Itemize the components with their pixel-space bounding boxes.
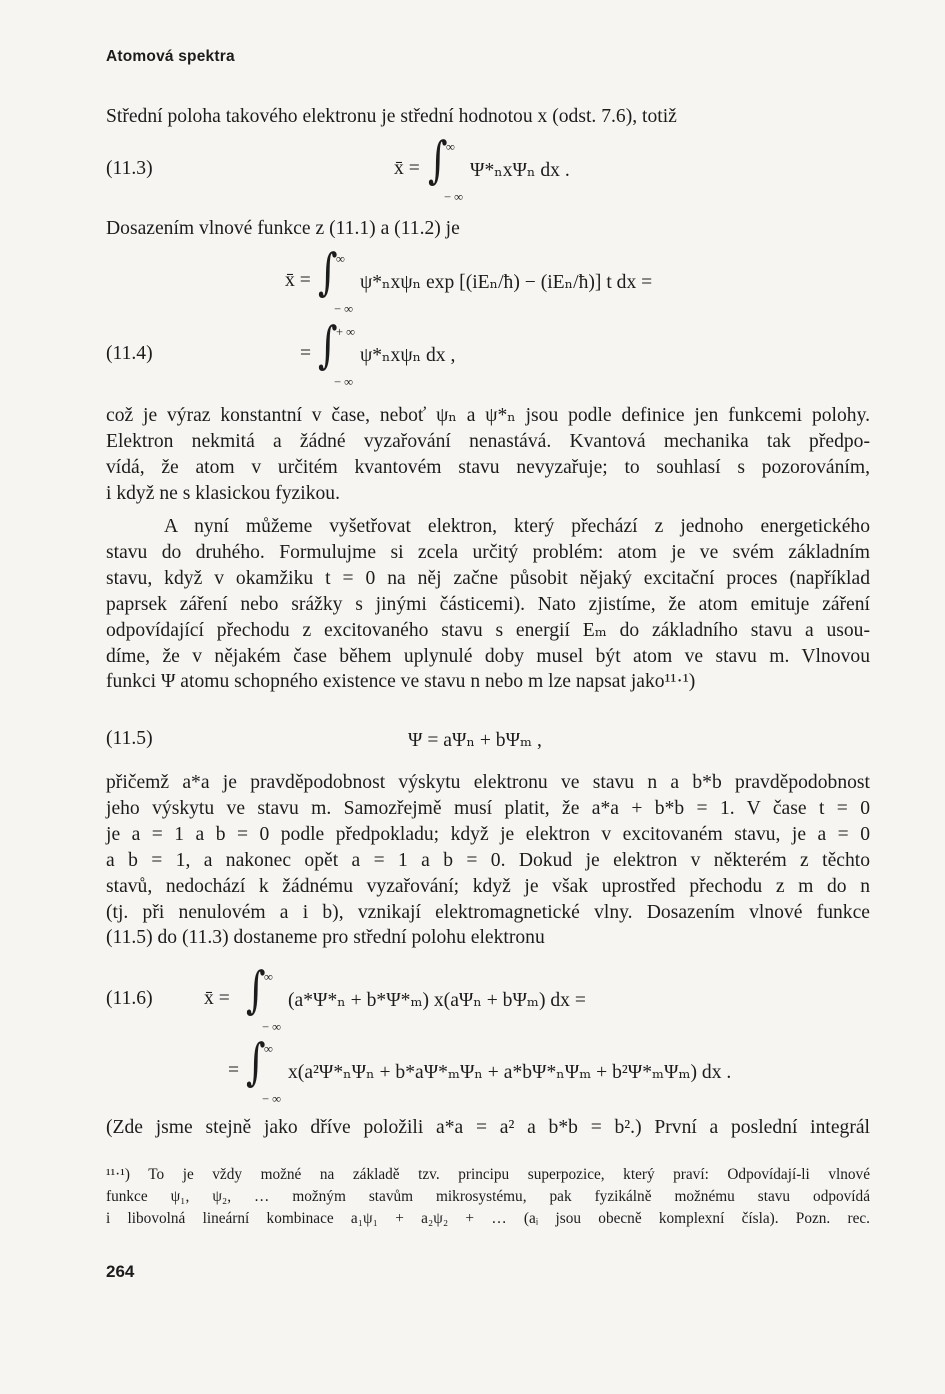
paragraph-integrals [106, 1115, 870, 1141]
text-line: vídá, že atom v určitém kvantovém stavu nevyzařuje; to souhlasí s pozorováním, [106, 456, 870, 478]
integral-lower-limit: − ∞ [262, 1020, 282, 1034]
equation-integrand: ψ*ₙxψₙ dx , [360, 345, 456, 366]
footnote [106, 1164, 870, 1230]
equation-integrand: ψ*ₙxψₙ exp [(iEₙ/ħ) − (iEₙ/ħ)] t dx = [360, 272, 653, 293]
equation-number: (11.3) [106, 158, 153, 179]
integral-sign: ∫ [428, 131, 448, 189]
footnote-line: funkce ψ₁, ψ₂, … možným stavům mikrosystému, pak fyzikálně možnému stavu odpovídá [106, 1188, 870, 1205]
integral-lower-limit: − ∞ [262, 1092, 282, 1106]
text-line: odpovídající přechodu z excitovaného stavu s energií Eₘ do základního stavu a usou- [106, 619, 870, 641]
equation-integrand: (a*Ψ*ₙ + b*Ψ*ₘ) x(aΨₙ + bΨₘ) dx = [288, 990, 586, 1011]
integral-upper-limit: + ∞ [336, 325, 356, 339]
integral-lower-limit: − ∞ [444, 190, 464, 204]
text-line: Dosazením vlnové funkce z (11.1) a (11.2) je [106, 218, 460, 239]
text-line: (Zde jsme stejně jako dříve položili a*a = a² a b*b = b².) První a poslední integrál [106, 1117, 870, 1138]
equation-lhs: x̄ = [394, 158, 420, 179]
text-line: funkci Ψ atomu schopného existence ve stavu n nebo m lze napsat jako¹¹·¹) [106, 671, 696, 693]
integral-upper-limit: ∞ [264, 1042, 273, 1056]
integral-sign: ∫ [246, 1033, 266, 1091]
text-line: což je výraz konstantní v čase, neboť ψₙ a ψ*ₙ jsou podle definice jen funkcemi polohy. [106, 405, 870, 426]
equation-number: (11.6) [106, 988, 153, 1009]
text-line: Střední poloha takového elektronu je střední hodnotou x (odst. 7.6), totiž [106, 106, 677, 127]
integral-upper-limit: ∞ [264, 970, 273, 984]
text-line: A nyní můžeme vyšetřovat elektron, který přechází z jednoho energetického [164, 516, 870, 537]
text-line: a b = 1, a nakonec opět a = 1 a b = 0. Dokud je elektron v některém z těchto [106, 849, 870, 871]
footnote-line: ¹¹·¹) To je vždy možné na základě tzv. principu superpozice, který praví: Odpovídají-li vlnové [106, 1166, 870, 1183]
integral-lower-limit: − ∞ [334, 302, 354, 316]
text-line: přičemž a*a je pravděpodobnost výskytu elektronu ve stavu n a b*b pravděpodobnost [106, 772, 870, 793]
equation-number: (11.4) [106, 343, 153, 364]
text-line: (11.5) do (11.3) dostaneme pro střední polohu elektronu [106, 927, 545, 949]
text-line: jeho výskytu ve stavu m. Samozřejmě musí platit, že a*a + b*b = 1. V čase t = 0 [106, 797, 870, 819]
paragraph-probability [106, 770, 870, 951]
text-line: paprsek záření nebo srážky s jinými částicemi). Nato zjistíme, že atom emituje záření [106, 593, 870, 615]
paragraph-transition [106, 514, 870, 695]
paragraph-intro [106, 104, 870, 130]
paragraph-constant [106, 403, 870, 507]
equation-integrand: Ψ*ₙxΨₙ dx . [470, 160, 570, 181]
text-line: stavů, nedochází k žádnému vyzařování; když je však uprostřed přechodu z m do n [106, 875, 870, 897]
integral-sign: ∫ [246, 961, 266, 1019]
text-line: stavu do druhého. Formulujme si zcela určitý problém: atom je ve svém základním [106, 541, 870, 563]
integral-upper-limit: ∞ [446, 140, 455, 154]
equation-number: (11.5) [106, 728, 153, 749]
running-header: Atomová spektra [106, 48, 235, 65]
text-line: stavu, když v okamžiku t = 0 na něj začne působit nějaký excitační proces (například [106, 567, 870, 589]
integral-lower-limit: − ∞ [334, 375, 354, 389]
equation-lhs: = [228, 1060, 240, 1081]
page-number: 264 [106, 1262, 135, 1281]
text-line: je a = 1 a b = 0 podle předpokladu; když je elektron v excitovaném stavu, je a = 0 [106, 823, 870, 845]
integral-upper-limit: ∞ [336, 252, 345, 266]
equation-integrand: x(a²Ψ*ₙΨₙ + b*aΨ*ₘΨₙ + a*bΨ*ₙΨₘ + b²Ψ*ₘΨₘ) dx . [288, 1062, 732, 1083]
text-line: Elektron nekmitá a žádné vyzařování nenastává. Kvantová mechanika tak předpo- [106, 430, 870, 452]
footnote-line: i libovolná lineární kombinace a₁ψ₁ + a₂ψ₂ + … (aᵢ jsou obecně komplexní čísla). Pozn. rec. [106, 1210, 870, 1227]
equation-lhs: x̄ = [285, 270, 311, 291]
text-line: i když ne s klasickou fyzikou. [106, 482, 340, 504]
equation-lhs: = [300, 343, 312, 364]
text-line: díme, že v nějakém čase během uplynulé doby musel být atom ve stavu m. Vlnovou [106, 645, 870, 667]
integral-sign: ∫ [318, 243, 338, 301]
text-line: (tj. při nenulovém a i b), vznikají elektromagnetické vlny. Dosazením vlnové funkce [106, 901, 870, 923]
equation-expression: Ψ = aΨₙ + bΨₘ , [408, 730, 542, 751]
paragraph-substitution [106, 216, 870, 242]
integral-sign: ∫ [318, 316, 338, 374]
equation-lhs: x̄ = [204, 988, 230, 1009]
